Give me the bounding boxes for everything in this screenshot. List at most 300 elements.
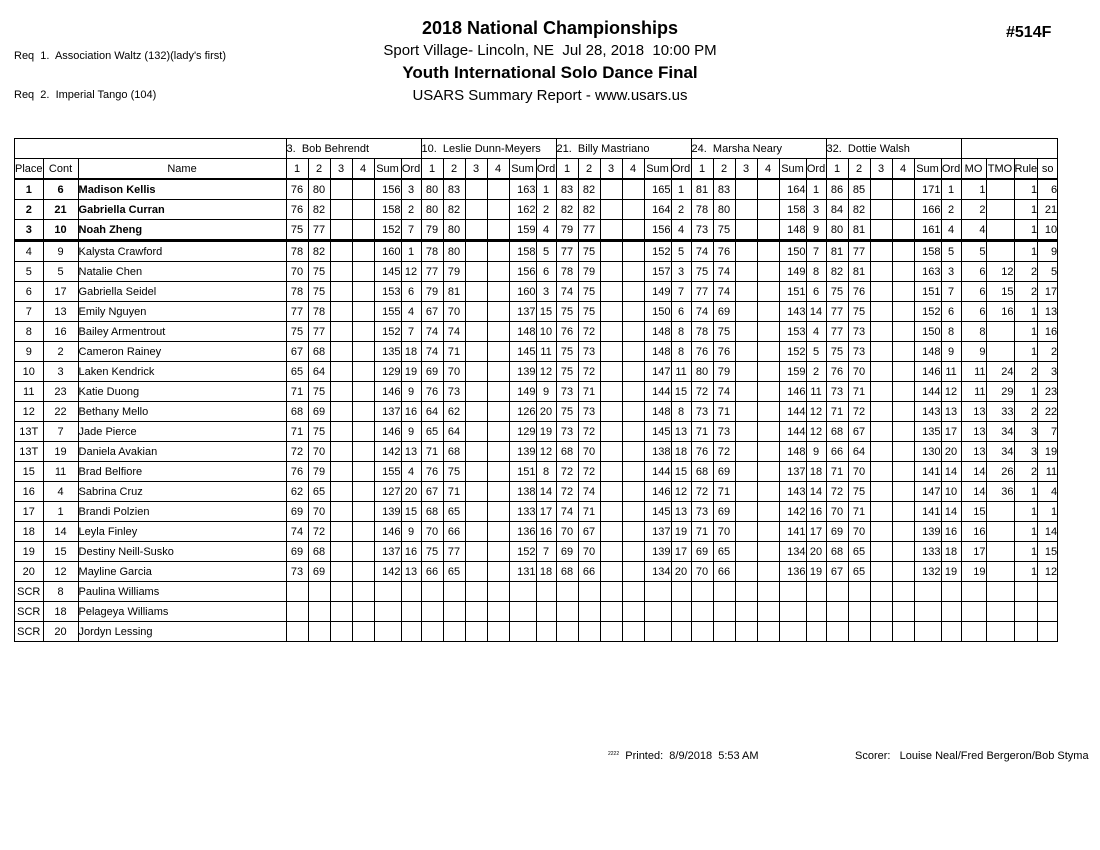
judge3-score-2: 75 (578, 302, 600, 322)
judge5-sum-cell: 148 (914, 342, 941, 362)
judge3-score-2: 74 (578, 482, 600, 502)
judge5-score-4 (892, 179, 914, 200)
judge3-ordinal-cell: 19 (671, 522, 691, 542)
table-row (15, 502, 1058, 522)
judge3-ordinal-cell (671, 582, 691, 602)
rule-cell: 2 (1014, 262, 1038, 282)
judge1-score-3 (330, 442, 352, 462)
judge5-score-4 (892, 442, 914, 462)
judge5-sum-cell: 150 (914, 322, 941, 342)
table-row (15, 362, 1058, 382)
judge2-score-1: 77 (421, 262, 443, 282)
col-header-judge1-3: 3 (330, 159, 352, 180)
judge4-ordinal-cell: 6 (806, 282, 826, 302)
judge4-score-3 (735, 542, 757, 562)
judge1-score-1: 71 (286, 382, 308, 402)
judge4-sum-cell: 141 (779, 522, 806, 542)
judge4-score-4 (757, 200, 779, 220)
judge1-score-4 (352, 602, 374, 622)
judge3-score-1: 82 (556, 200, 578, 220)
tmo-cell: 16 (986, 302, 1014, 322)
judge5-score-4 (892, 382, 914, 402)
judge4-score-2: 83 (713, 179, 735, 200)
judge5-score-3 (870, 200, 892, 220)
judge5-score-4 (892, 362, 914, 382)
judge2-ordinal-cell: 12 (536, 362, 556, 382)
judge5-score-2: 65 (848, 562, 870, 582)
tmo-cell (986, 562, 1014, 582)
judge2-score-1: 78 (421, 241, 443, 262)
judge1-score-3 (330, 462, 352, 482)
mo-cell: 9 (961, 342, 986, 362)
col-header-judge5-2: 2 (848, 159, 870, 180)
judge1-ordinal-cell: 9 (401, 382, 421, 402)
judge2-score-4 (487, 322, 509, 342)
judge3-score-3 (600, 262, 622, 282)
judge5-score-3 (870, 302, 892, 322)
judge3-score-2: 73 (578, 402, 600, 422)
judge1-ordinal-cell: 7 (401, 220, 421, 241)
judge5-score-4 (892, 402, 914, 422)
judge1-score-3 (330, 322, 352, 342)
judge5-ordinal-cell: 12 (941, 382, 961, 402)
judge2-score-2: 73 (443, 382, 465, 402)
judge4-score-3 (735, 562, 757, 582)
judge2-sum-cell: 159 (509, 220, 536, 241)
judge3-sum-cell: 150 (644, 302, 671, 322)
judge1-sum-cell: 160 (374, 241, 401, 262)
judge2-score-4 (487, 422, 509, 442)
judge3-score-1: 75 (556, 402, 578, 422)
judge1-sum-cell: 145 (374, 262, 401, 282)
contestant-number-cell: 15 (43, 542, 78, 562)
judge5-ordinal-cell (941, 582, 961, 602)
judge1-score-2: 69 (308, 562, 330, 582)
contestant-number-cell: 8 (43, 582, 78, 602)
judge2-ordinal-cell: 2 (536, 200, 556, 220)
contestant-number-cell: 6 (43, 179, 78, 200)
judge1-sum-cell: 146 (374, 422, 401, 442)
contestant-number-cell: 19 (43, 442, 78, 462)
contestant-number-cell: 13 (43, 302, 78, 322)
judge5-sum-cell (914, 582, 941, 602)
judge5-score-1: 81 (826, 241, 848, 262)
judge1-ordinal-cell: 16 (401, 542, 421, 562)
judge5-score-1: 73 (826, 382, 848, 402)
place-cell: 13T (15, 422, 44, 442)
judge3-score-3 (600, 241, 622, 262)
judge1-sum-cell: 137 (374, 402, 401, 422)
judge2-score-4 (487, 622, 509, 642)
judge1-score-4 (352, 282, 374, 302)
judge1-score-3 (330, 602, 352, 622)
judge4-sum-cell: 142 (779, 502, 806, 522)
judge2-sum-cell: 145 (509, 342, 536, 362)
judge4-score-2: 73 (713, 422, 735, 442)
judge2-score-3 (465, 282, 487, 302)
tmo-cell: 29 (986, 382, 1014, 402)
judge5-score-1: 66 (826, 442, 848, 462)
judge5-ordinal-cell: 8 (941, 322, 961, 342)
judge1-score-3 (330, 262, 352, 282)
judge1-sum-cell (374, 582, 401, 602)
judge1-score-2: 64 (308, 362, 330, 382)
judge3-score-4 (622, 179, 644, 200)
judge5-score-1: 80 (826, 220, 848, 241)
table-row (15, 462, 1058, 482)
judge1-score-1: 76 (286, 200, 308, 220)
so-cell: 11 (1038, 462, 1058, 482)
judge5-score-3 (870, 542, 892, 562)
judge2-sum-cell: 160 (509, 282, 536, 302)
col-header-judge4-3: 3 (735, 159, 757, 180)
judge4-score-4 (757, 562, 779, 582)
judge3-score-2: 71 (578, 382, 600, 402)
contestant-number-cell: 1 (43, 502, 78, 522)
contestant-number-cell: 18 (43, 602, 78, 622)
judge3-score-2: 72 (578, 362, 600, 382)
skater-name-cell: Sabrina Cruz (78, 482, 286, 502)
judge2-sum-cell: 151 (509, 462, 536, 482)
col-header-judge4-sum: Sum (779, 159, 806, 180)
so-cell: 17 (1038, 282, 1058, 302)
rule-cell: 1 (1014, 522, 1038, 542)
skater-name-cell: Laken Kendrick (78, 362, 286, 382)
judge2-score-1: 75 (421, 542, 443, 562)
judge5-score-1: 77 (826, 302, 848, 322)
judge5-sum-cell: 171 (914, 179, 941, 200)
judge3-ordinal-cell: 18 (671, 442, 691, 462)
judge2-ordinal-cell: 17 (536, 502, 556, 522)
judge4-ordinal-cell: 12 (806, 422, 826, 442)
judge-header-3: 21. Billy Mastriano (556, 139, 691, 159)
judge2-ordinal-cell: 9 (536, 382, 556, 402)
so-cell: 5 (1038, 262, 1058, 282)
judge3-score-2: 75 (578, 241, 600, 262)
judge5-ordinal-cell (941, 622, 961, 642)
judge3-sum-cell: 139 (644, 542, 671, 562)
judge1-ordinal-cell (401, 602, 421, 622)
mo-cell: 13 (961, 442, 986, 462)
col-header-judge4-1: 1 (691, 159, 713, 180)
judge1-sum-cell: 155 (374, 462, 401, 482)
tmo-cell: 36 (986, 482, 1014, 502)
judge2-sum-cell (509, 582, 536, 602)
judge5-score-3 (870, 402, 892, 422)
col-header-judge2-2: 2 (443, 159, 465, 180)
judge1-score-3 (330, 382, 352, 402)
rule-cell: 1 (1014, 220, 1038, 241)
judge1-score-4 (352, 382, 374, 402)
rule-cell: 1 (1014, 502, 1038, 522)
skater-name-cell: Noah Zheng (78, 220, 286, 241)
judge4-score-1: 77 (691, 282, 713, 302)
judge2-score-4 (487, 241, 509, 262)
judge4-score-2: 74 (713, 262, 735, 282)
skater-name-cell: Leyla Finley (78, 522, 286, 542)
judge4-score-1: 72 (691, 482, 713, 502)
skater-name-cell: Gabriella Seidel (78, 282, 286, 302)
judge4-score-3 (735, 200, 757, 220)
judge1-sum-cell: 158 (374, 200, 401, 220)
judge1-score-3 (330, 200, 352, 220)
judge5-score-1: 71 (826, 462, 848, 482)
contestant-number-cell: 23 (43, 382, 78, 402)
judge3-score-1: 74 (556, 502, 578, 522)
judge1-score-4 (352, 262, 374, 282)
judge4-score-2: 71 (713, 482, 735, 502)
so-cell: 15 (1038, 542, 1058, 562)
col-header-judge2-1: 1 (421, 159, 443, 180)
judge2-score-2 (443, 622, 465, 642)
judge4-ordinal-cell: 9 (806, 220, 826, 241)
judge5-sum-cell: 143 (914, 402, 941, 422)
judge2-score-2: 81 (443, 282, 465, 302)
judge2-sum-cell: 139 (509, 362, 536, 382)
judge4-score-1: 68 (691, 462, 713, 482)
judge4-score-1: 70 (691, 562, 713, 582)
contestant-number-cell: 2 (43, 342, 78, 362)
judge1-ordinal-cell: 6 (401, 282, 421, 302)
so-cell: 4 (1038, 482, 1058, 502)
judge4-score-1: 78 (691, 322, 713, 342)
contestant-number-cell: 14 (43, 522, 78, 542)
judge4-ordinal-cell: 14 (806, 302, 826, 322)
judge1-score-2: 68 (308, 342, 330, 362)
judge3-score-1: 75 (556, 362, 578, 382)
judge1-score-2: 70 (308, 442, 330, 462)
judge3-score-4 (622, 402, 644, 422)
judge1-ordinal-cell: 1 (401, 241, 421, 262)
judge5-score-3 (870, 482, 892, 502)
rule-cell: 2 (1014, 462, 1038, 482)
judge3-sum-cell: 138 (644, 442, 671, 462)
judge1-sum-cell: 127 (374, 482, 401, 502)
mo-cell (961, 622, 986, 642)
judge2-score-4 (487, 362, 509, 382)
place-cell: 1 (15, 179, 44, 200)
judge3-score-1: 79 (556, 220, 578, 241)
tmo-cell: 26 (986, 462, 1014, 482)
judge1-sum-cell: 155 (374, 302, 401, 322)
judge1-score-1 (286, 602, 308, 622)
judge4-score-4 (757, 482, 779, 502)
col-header-so: so (1038, 159, 1058, 180)
judge1-ordinal-cell: 19 (401, 362, 421, 382)
judge1-score-3 (330, 220, 352, 241)
judge2-sum-cell: 149 (509, 382, 536, 402)
judge1-score-4 (352, 342, 374, 362)
judge5-sum-cell: 133 (914, 542, 941, 562)
place-cell: SCR (15, 582, 44, 602)
judge3-score-3 (600, 602, 622, 622)
judge5-sum-cell: 135 (914, 422, 941, 442)
judge4-ordinal-cell (806, 622, 826, 642)
judge4-score-3 (735, 302, 757, 322)
mo-cell: 14 (961, 462, 986, 482)
judge1-score-2 (308, 582, 330, 602)
judge3-score-3 (600, 582, 622, 602)
judge3-sum-cell: 149 (644, 282, 671, 302)
judge1-score-2 (308, 602, 330, 622)
judge1-ordinal-cell: 4 (401, 302, 421, 322)
judge5-score-2: 75 (848, 302, 870, 322)
judge2-ordinal-cell: 19 (536, 422, 556, 442)
judge3-score-2: 72 (578, 462, 600, 482)
contestant-number-cell: 5 (43, 262, 78, 282)
judge4-score-2: 72 (713, 442, 735, 462)
judge5-score-4 (892, 342, 914, 362)
judge5-score-2: 81 (848, 262, 870, 282)
version-mark: 2222 (608, 751, 620, 757)
printed-timestamp (608, 750, 759, 762)
mo-cell: 17 (961, 542, 986, 562)
judge2-score-4 (487, 442, 509, 462)
skater-name-cell: Natalie Chen (78, 262, 286, 282)
judge3-score-1 (556, 622, 578, 642)
contestant-number-cell: 20 (43, 622, 78, 642)
judge3-score-1: 73 (556, 422, 578, 442)
judge4-sum-cell: 134 (779, 542, 806, 562)
judge1-score-1 (286, 622, 308, 642)
judge3-ordinal-cell: 5 (671, 241, 691, 262)
judge2-score-1 (421, 602, 443, 622)
judge4-score-1: 74 (691, 241, 713, 262)
col-header-judge3-4: 4 (622, 159, 644, 180)
judge1-score-3 (330, 402, 352, 422)
judge2-score-1: 74 (421, 322, 443, 342)
judge3-score-1: 75 (556, 342, 578, 362)
judge1-ordinal-cell: 18 (401, 342, 421, 362)
mo-cell: 19 (961, 562, 986, 582)
judge1-score-2: 75 (308, 262, 330, 282)
judge5-sum-cell: 166 (914, 200, 941, 220)
judge5-score-2: 71 (848, 502, 870, 522)
judge1-sum-cell: 153 (374, 282, 401, 302)
judge5-ordinal-cell: 9 (941, 342, 961, 362)
judge1-score-4 (352, 622, 374, 642)
judge5-score-1: 67 (826, 562, 848, 582)
judge3-score-1 (556, 602, 578, 622)
judge5-ordinal-cell: 7 (941, 282, 961, 302)
judge4-score-3 (735, 179, 757, 200)
judge5-score-3 (870, 282, 892, 302)
judge4-sum-cell: 137 (779, 462, 806, 482)
judge5-score-1 (826, 622, 848, 642)
judge5-score-3 (870, 622, 892, 642)
judge1-score-2: 82 (308, 241, 330, 262)
judge3-ordinal-cell: 15 (671, 382, 691, 402)
judge1-ordinal-cell (401, 622, 421, 642)
judge2-sum-cell: 137 (509, 302, 536, 322)
judge4-ordinal-cell (806, 582, 826, 602)
tmo-cell: 33 (986, 402, 1014, 422)
skater-name-cell: Daniela Avakian (78, 442, 286, 462)
judge5-sum-cell: 158 (914, 241, 941, 262)
place-cell: SCR (15, 622, 44, 642)
judge2-ordinal-cell: 11 (536, 342, 556, 362)
col-header-cont: Cont (43, 159, 78, 180)
judge3-score-3 (600, 322, 622, 342)
judge4-sum-cell: 151 (779, 282, 806, 302)
judge2-ordinal-cell: 20 (536, 402, 556, 422)
place-cell: 7 (15, 302, 44, 322)
judge5-score-2: 70 (848, 522, 870, 542)
judge5-sum-cell: 132 (914, 562, 941, 582)
judge5-ordinal-cell: 20 (941, 442, 961, 462)
judge2-score-3 (465, 241, 487, 262)
judge1-score-3 (330, 622, 352, 642)
judge3-score-1: 76 (556, 322, 578, 342)
judge3-ordinal-cell: 8 (671, 402, 691, 422)
results-table (14, 138, 1058, 642)
judge2-score-1: 66 (421, 562, 443, 582)
judge2-score-3 (465, 302, 487, 322)
judge3-score-2 (578, 622, 600, 642)
judge5-score-2: 64 (848, 442, 870, 462)
judge4-ordinal-cell: 12 (806, 402, 826, 422)
col-header-judge5-sum: Sum (914, 159, 941, 180)
rule-cell: 1 (1014, 482, 1038, 502)
judge1-sum-cell: 146 (374, 382, 401, 402)
judge5-score-1 (826, 602, 848, 622)
judge3-score-1: 69 (556, 542, 578, 562)
judge2-score-1: 69 (421, 362, 443, 382)
judge3-ordinal-cell: 7 (671, 282, 691, 302)
judge3-ordinal-cell: 3 (671, 262, 691, 282)
table-row (15, 342, 1058, 362)
judge2-sum-cell: 163 (509, 179, 536, 200)
table-row (15, 442, 1058, 462)
so-cell (1038, 602, 1058, 622)
contestant-number-cell: 17 (43, 282, 78, 302)
contestant-number-cell: 4 (43, 482, 78, 502)
table-row (15, 200, 1058, 220)
judge4-sum-cell: 164 (779, 179, 806, 200)
judge5-sum-cell: 139 (914, 522, 941, 542)
judge5-score-3 (870, 322, 892, 342)
place-cell: 16 (15, 482, 44, 502)
col-header-judge1-4: 4 (352, 159, 374, 180)
judge4-score-4 (757, 262, 779, 282)
judge3-score-4 (622, 422, 644, 442)
col-header-judge4-ord: Ord (806, 159, 826, 180)
judge5-score-2: 81 (848, 220, 870, 241)
judge-header-4: 24. Marsha Neary (691, 139, 826, 159)
judge3-score-2: 70 (578, 542, 600, 562)
tmo-cell (986, 622, 1014, 642)
place-cell: 2 (15, 200, 44, 220)
judge3-score-1: 68 (556, 562, 578, 582)
rule-cell: 1 (1014, 542, 1038, 562)
judge5-score-4 (892, 422, 914, 442)
judge3-sum-cell: 145 (644, 422, 671, 442)
place-cell: 9 (15, 342, 44, 362)
judge5-ordinal-cell: 4 (941, 220, 961, 241)
judge5-score-1: 71 (826, 402, 848, 422)
judge3-sum-cell: 147 (644, 362, 671, 382)
judge4-sum-cell: 158 (779, 200, 806, 220)
judge5-ordinal-cell: 14 (941, 462, 961, 482)
judge2-ordinal-cell: 18 (536, 562, 556, 582)
judge2-score-1: 74 (421, 342, 443, 362)
judge5-score-1: 68 (826, 542, 848, 562)
judge1-score-1: 67 (286, 342, 308, 362)
judge1-sum-cell: 152 (374, 322, 401, 342)
table-row (15, 562, 1058, 582)
judge2-score-3 (465, 502, 487, 522)
judge3-score-1: 72 (556, 482, 578, 502)
